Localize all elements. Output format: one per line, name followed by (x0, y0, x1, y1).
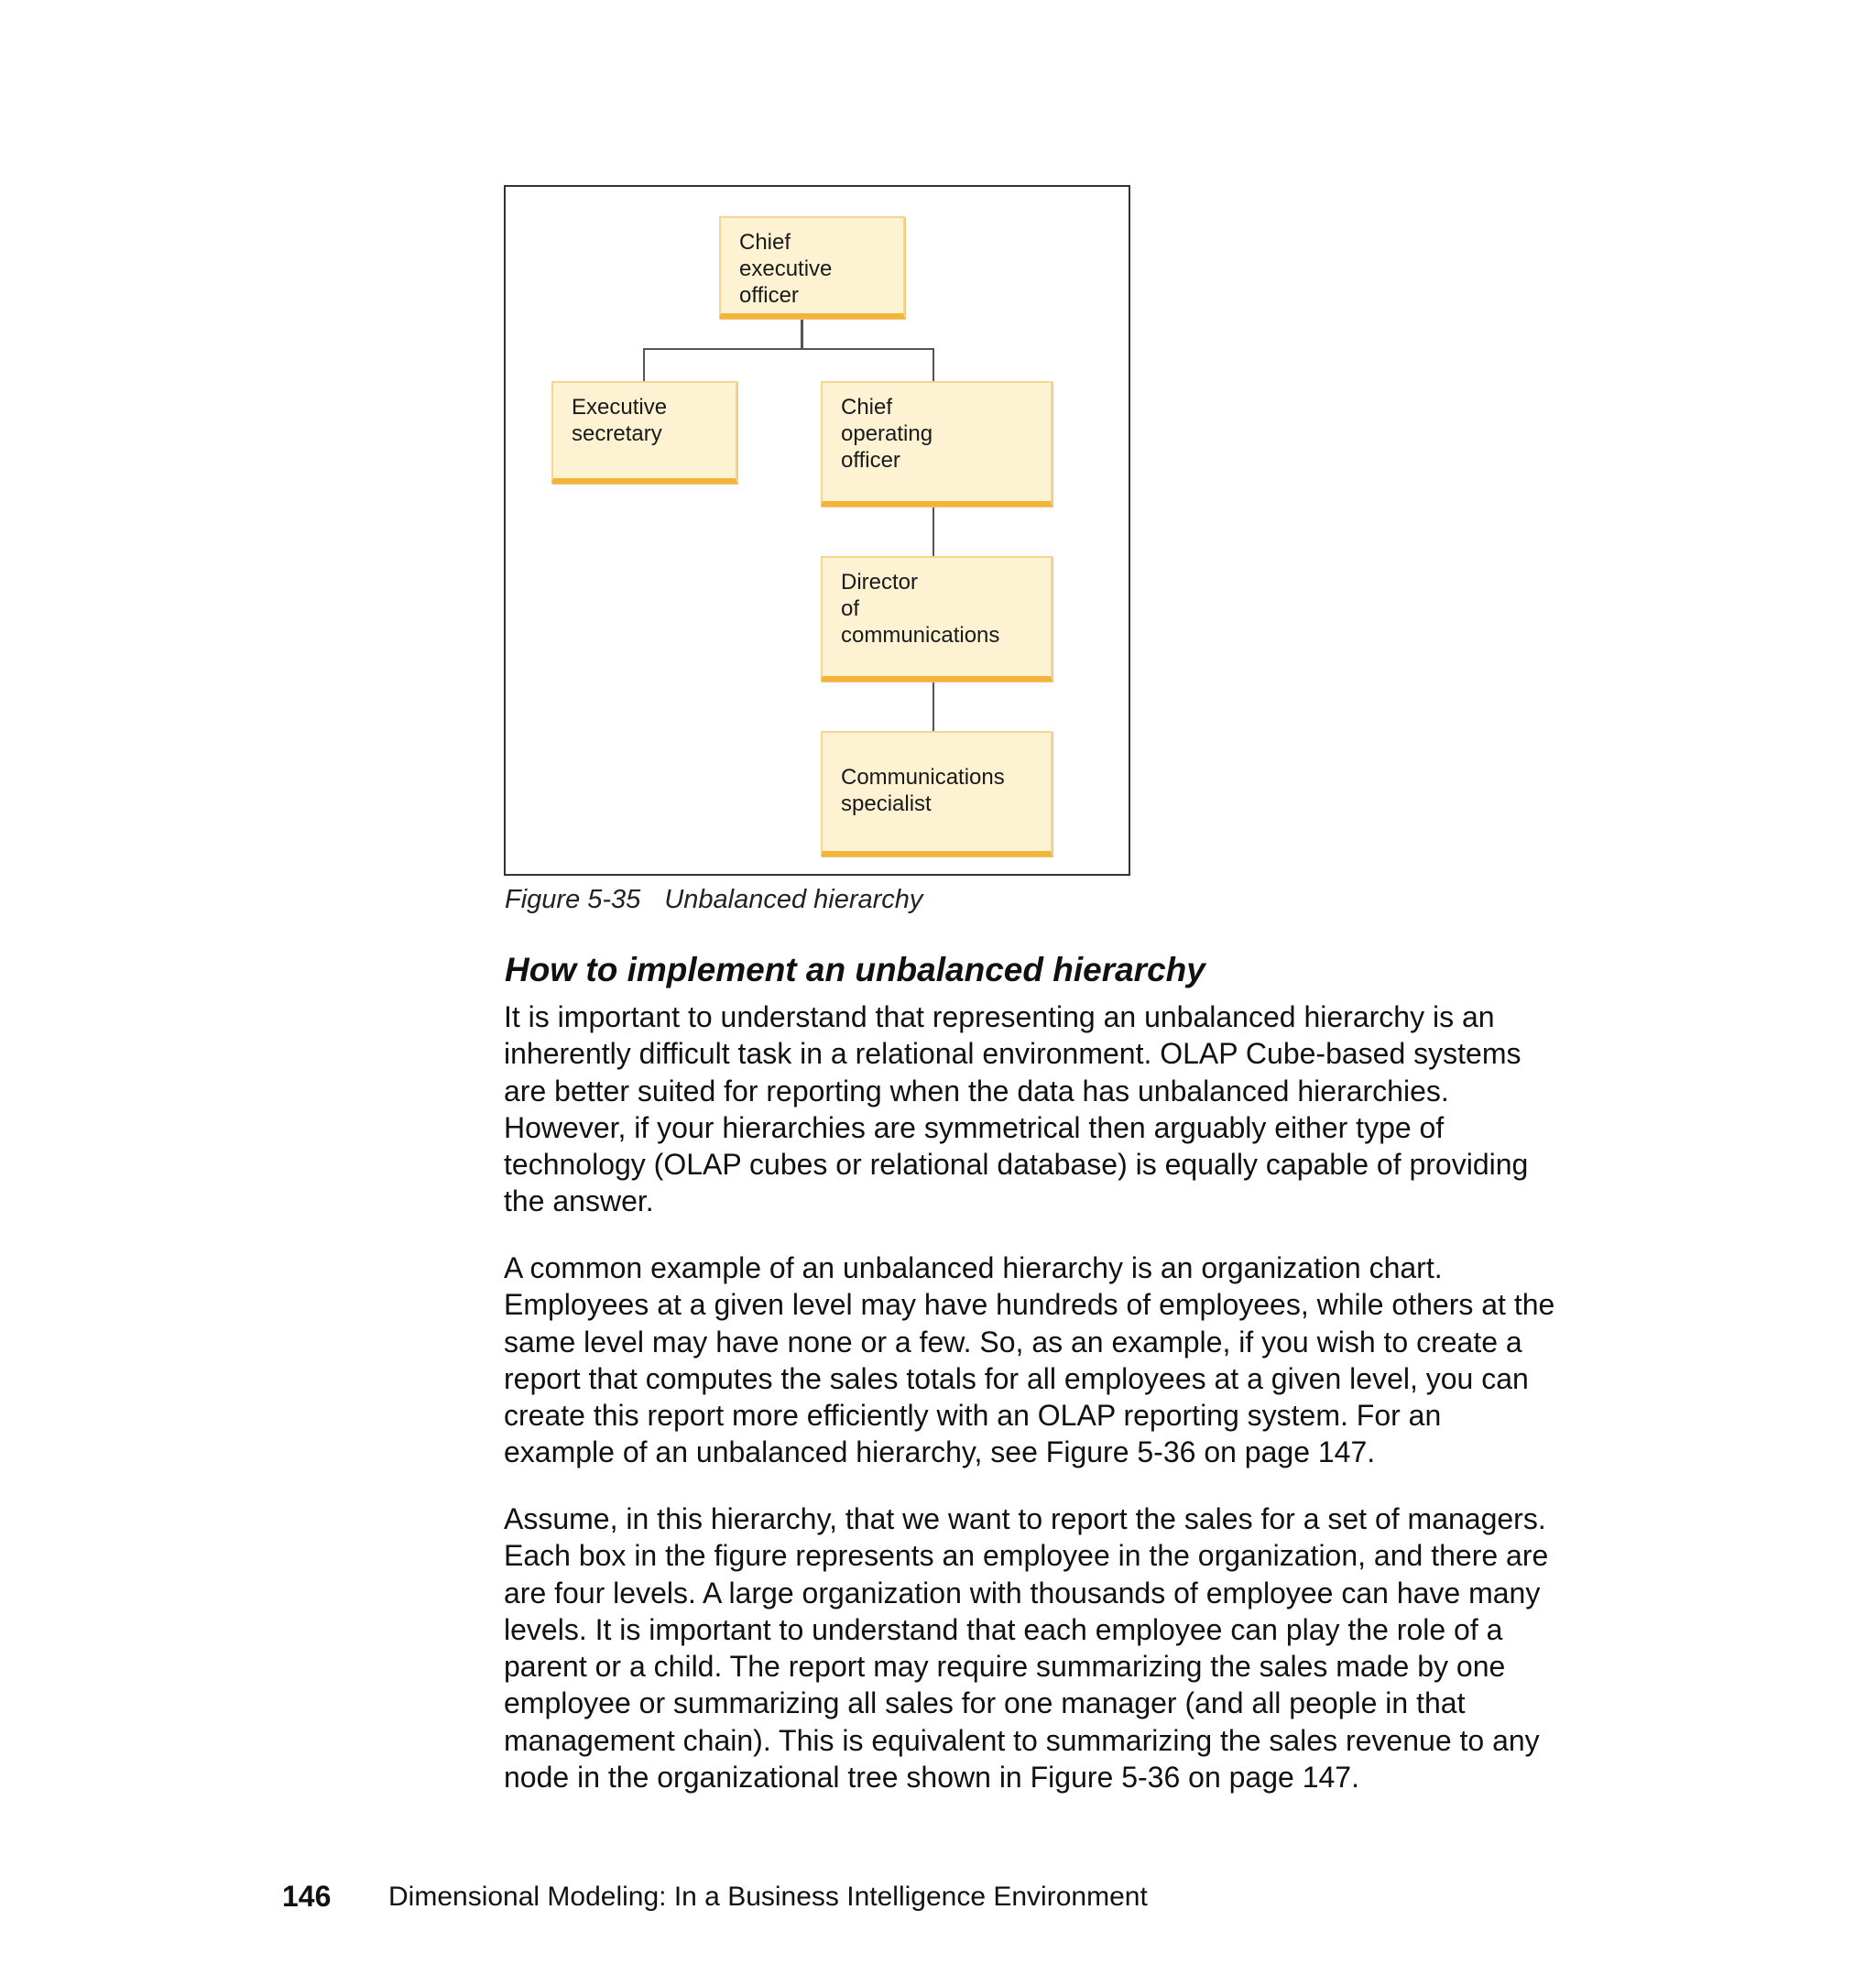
paragraph-1 (504, 998, 1528, 1220)
paragraph-line: A common example of an unbalanced hierarchy is an organization chart. (504, 1251, 1443, 1284)
node-label-line: secretary (572, 421, 662, 446)
paragraph-line: the answer. (504, 1184, 654, 1218)
connector-level1-horizontal (643, 348, 934, 350)
node-label-line: officer (739, 283, 799, 308)
node-chief-executive-officer (719, 216, 905, 319)
node-communications-specialist (821, 731, 1053, 857)
paragraph-line: are four levels. A large organization with thousands of employee can have many (504, 1576, 1541, 1610)
paragraph-line: It is important to understand that representing an unbalanced hierarchy is an (504, 1000, 1495, 1033)
node-label-line: of (841, 596, 860, 621)
node-label-line: Communications (841, 765, 1005, 790)
paragraph-line: are better suited for reporting when the data has unbalanced hierarchies. (504, 1074, 1449, 1108)
node-label-line: officer (841, 448, 900, 473)
node-label-line: Director (841, 570, 919, 595)
paragraph-line: employee or summarizing all sales for one manager (and all people in that (504, 1686, 1466, 1720)
paragraph-line: parent or a child. The report may require summarizing the sales made by one (504, 1650, 1506, 1684)
section-heading: How to implement an unbalanced hierarchy (505, 951, 1205, 988)
paragraph-line: However, if your hierarchies are symmetrical then arguably either type of (504, 1110, 1445, 1144)
connector-to-coo (933, 348, 934, 381)
running-footer-title: Dimensional Modeling: In a Business Intelligence Environment (388, 1882, 1148, 1912)
connector-to-secretary (643, 348, 645, 381)
node-label-line: executive (739, 256, 833, 281)
paragraph-2 (504, 1249, 1554, 1471)
page-number: 146 (282, 1880, 332, 1913)
node-chief-operating-officer (821, 381, 1053, 507)
paragraph-line: report that computes the sales totals for all employees at a given level, you can (504, 1361, 1529, 1395)
node-director-of-communications (821, 556, 1053, 682)
paragraph-line: create this report more efficiently with an OLAP reporting system. For an (504, 1399, 1442, 1433)
node-label-line: Executive (572, 395, 668, 420)
figure-title: Unbalanced hierarchy (664, 885, 923, 914)
paragraph-line: example of an unbalanced hierarchy, see Figure 5-36 on page 147. (504, 1435, 1376, 1469)
node-label-line: Chief (739, 230, 791, 255)
node-label-line: communications (841, 623, 1000, 648)
node-label-line: operating (841, 421, 933, 446)
org-chart-figure (504, 185, 1130, 876)
figure-caption (505, 885, 922, 915)
paragraph-line: management chain). This is equivalent to summarizing the sales revenue to any (504, 1723, 1540, 1757)
paragraph-line: inherently difficult task in a relational environment. OLAP Cube-based systems (504, 1037, 1522, 1071)
paragraph-line: same level may have none or a few. So, as an example, if you wish to create a (504, 1325, 1522, 1359)
node-executive-secretary (551, 381, 737, 484)
connector-director-specialist (933, 678, 934, 731)
connector-ceo-down (801, 319, 803, 350)
node-label-line: Chief (841, 395, 893, 420)
paragraph-line: Employees at a given level may have hundreds of employees, while others at the (504, 1288, 1555, 1322)
paragraph-line: node in the organizational tree shown in Figure 5-36 on page 147. (504, 1761, 1359, 1795)
paragraph-line: Each box in the figure represents an employee in the organization, and there are (504, 1539, 1549, 1573)
connector-coo-director (933, 503, 934, 556)
paragraph-line: levels. It is important to understand that each employee can play the role of a (504, 1612, 1503, 1646)
paragraph-3 (504, 1500, 1548, 1795)
paragraph-line: Assume, in this hierarchy, that we want to report the sales for a set of managers. (504, 1502, 1546, 1535)
node-label-line: specialist (841, 791, 932, 816)
figure-number: Figure 5-35 (505, 885, 641, 914)
paragraph-line: technology (OLAP cubes or relational database) is equally capable of providing (504, 1148, 1529, 1182)
